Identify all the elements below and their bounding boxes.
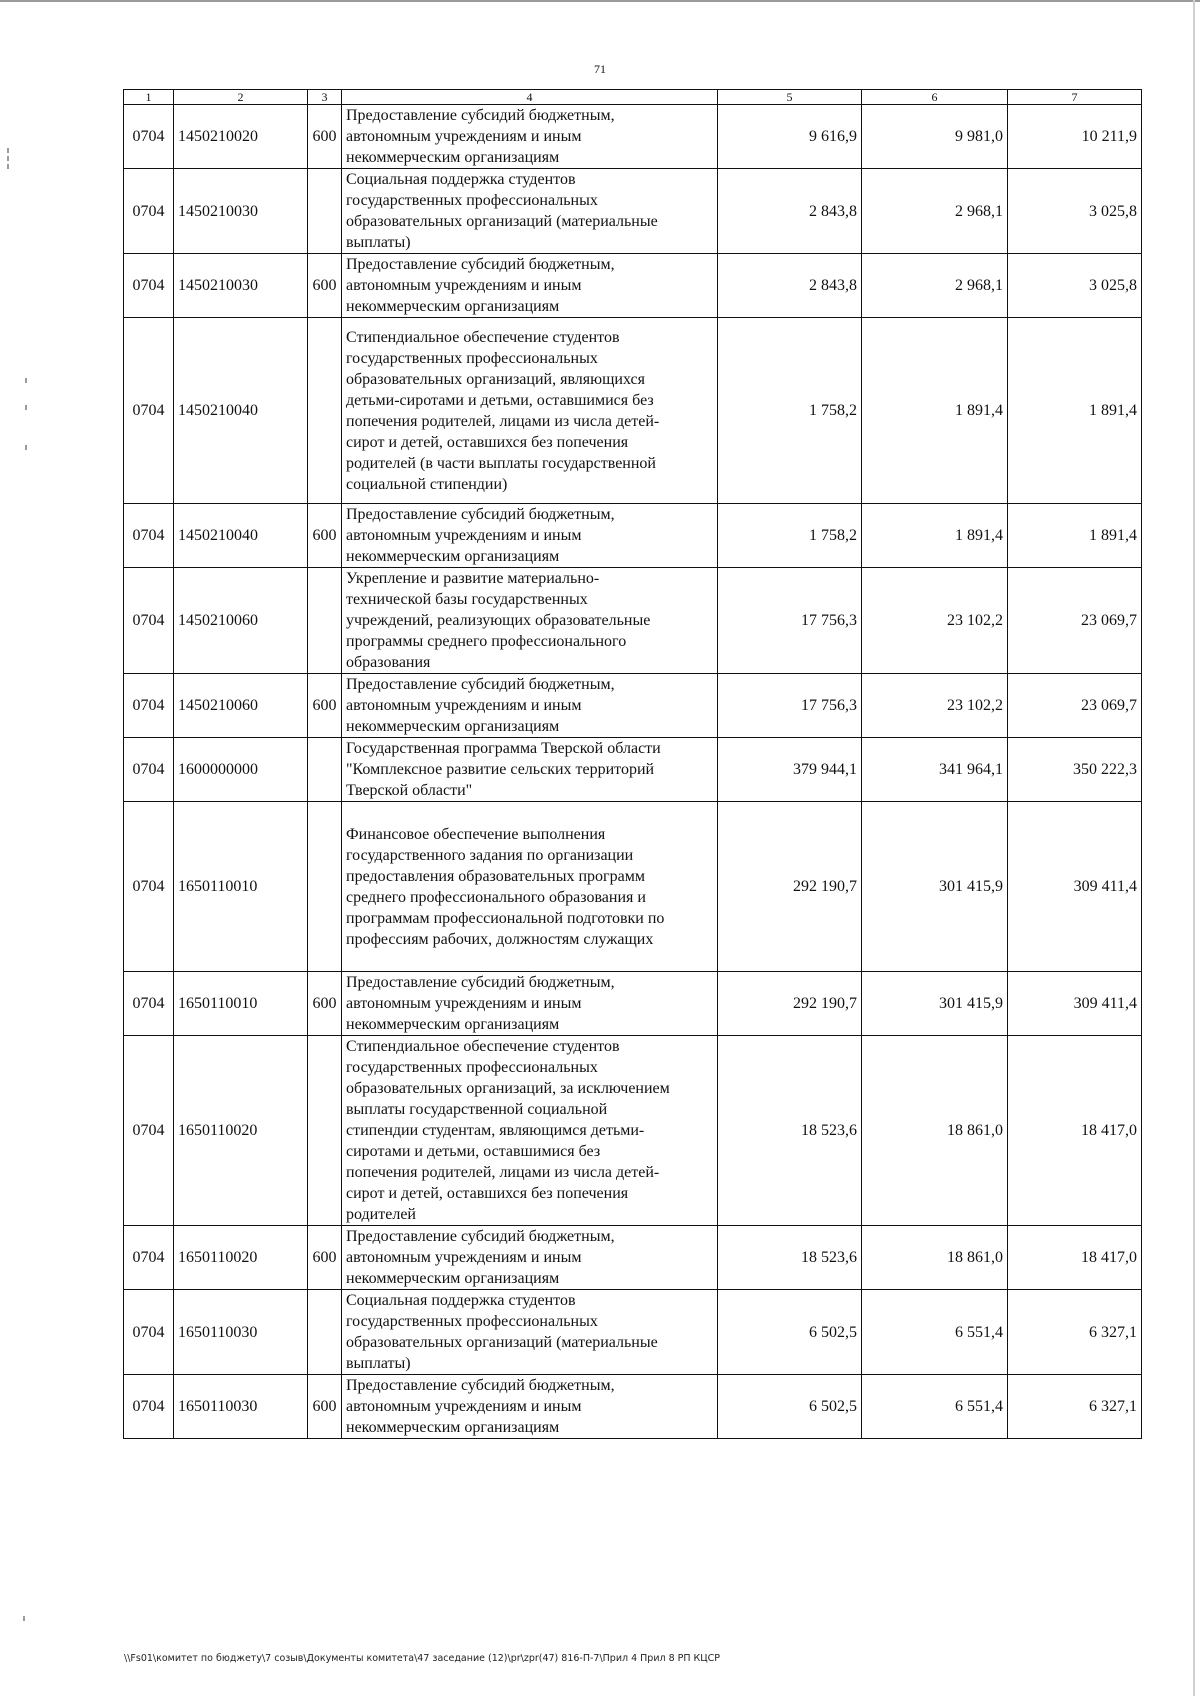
description-line: некоммерческим организациям (346, 1270, 560, 1287)
table-row (124, 105, 1142, 169)
amount-col6-cell: 341 964,1 (862, 738, 1008, 802)
target-article-cell: 1450210040 (174, 504, 308, 568)
description-line: образовательных организаций, за исключением (346, 1080, 670, 1097)
table-row (124, 568, 1142, 674)
scan-specks (5, 140, 35, 1640)
description-cell (342, 568, 718, 674)
table-row (124, 972, 1142, 1036)
column-number-row (124, 90, 1142, 105)
column-header: 6 (862, 90, 1008, 105)
description-line: детьми-сиротами и детьми, оставшимися без (346, 391, 654, 409)
column-header: 4 (342, 90, 718, 105)
amount-col7-cell: 18 417,0 (1008, 1036, 1142, 1226)
amount-col5-cell: 17 756,3 (718, 568, 862, 674)
target-article-cell: 1600000000 (174, 738, 308, 802)
target-article-cell: 1450210030 (174, 169, 308, 254)
amount-col6-cell: 23 102,2 (862, 674, 1008, 738)
amount-col7-cell: 1 891,4 (1008, 504, 1142, 568)
description-line: Предоставление субсидий бюджетным, (346, 107, 615, 124)
section-code-cell: 0704 (124, 105, 174, 169)
description-cell (342, 802, 718, 972)
scan-edge-top (0, 0, 1200, 2)
section-code-cell: 0704 (124, 568, 174, 674)
amount-col7-cell: 23 069,7 (1008, 674, 1142, 738)
description-line: выплаты государственной социальной (346, 1101, 608, 1118)
description-line: Социальная поддержка студентов (346, 171, 576, 188)
amount-col6-cell: 6 551,4 (862, 1290, 1008, 1375)
amount-col5-cell: 379 944,1 (718, 738, 862, 802)
table-row (124, 318, 1142, 504)
target-article-cell: 1450210020 (174, 105, 308, 169)
amount-col5-cell: 18 523,6 (718, 1036, 862, 1226)
description-line: Предоставление субсидий бюджетным, (346, 506, 615, 523)
table-row (124, 1226, 1142, 1290)
section-code-cell: 0704 (124, 169, 174, 254)
description-line: Финансовое обеспечение выполнения (346, 825, 606, 843)
amount-col6-cell: 18 861,0 (862, 1226, 1008, 1290)
table-body (124, 105, 1142, 1439)
description-line: попечения родителей, лицами из числа детей- (346, 412, 660, 430)
expense-type-cell (308, 318, 342, 504)
budget-table (123, 89, 1142, 1439)
target-article-cell: 1650110020 (174, 1036, 308, 1226)
target-article-cell: 1650110010 (174, 802, 308, 972)
section-code-cell: 0704 (124, 1226, 174, 1290)
description-cell (342, 1375, 718, 1439)
description-line: Тверской области" (346, 782, 473, 799)
section-code-cell: 0704 (124, 1375, 174, 1439)
description-line: учреждений, реализующих образовательные (346, 612, 651, 629)
target-article-cell: 1650110030 (174, 1290, 308, 1375)
description-line: автономным учреждениям и иным (346, 277, 582, 294)
description-line: образовательных организаций (материальные (346, 1334, 658, 1351)
description-line: предоставления образовательных программ (346, 867, 645, 885)
amount-col7-cell: 10 211,9 (1008, 105, 1142, 169)
amount-col5-cell: 9 616,9 (718, 105, 862, 169)
amount-col7-cell: 309 411,4 (1008, 972, 1142, 1036)
description-line: выплаты) (346, 1355, 411, 1372)
section-code-cell: 0704 (124, 254, 174, 318)
column-header: 2 (174, 90, 308, 105)
footer-file-path: \\Fs01\комитет по бюджету\7 созыв\Документы комитета\47 заседание (12)\pr\zpr(47) 816-П-7\Прил 4 Прил 8 РП КЦСР (124, 1653, 721, 1664)
section-code-cell: 0704 (124, 802, 174, 972)
description-line: Укрепление и развитие материально- (346, 570, 600, 587)
description-cell (342, 169, 718, 254)
description-line: "Комплексное развитие сельских территорий (346, 761, 655, 778)
column-header: 7 (1008, 90, 1142, 105)
description-line: Стипендиальное обеспечение студентов (346, 1038, 620, 1055)
section-code-cell: 0704 (124, 504, 174, 568)
amount-col7-cell: 350 222,3 (1008, 738, 1142, 802)
amount-col5-cell: 292 190,7 (718, 802, 862, 972)
table-row (124, 738, 1142, 802)
description-line: Предоставление субсидий бюджетным, (346, 1377, 615, 1394)
description-line: стипендии студентам, являющимся детьми- (346, 1122, 645, 1139)
expense-type-cell: 600 (308, 504, 342, 568)
section-code-cell: 0704 (124, 1036, 174, 1226)
amount-col7-cell: 1 891,4 (1008, 318, 1142, 504)
amount-col7-cell: 6 327,1 (1008, 1290, 1142, 1375)
amount-col7-cell: 3 025,8 (1008, 254, 1142, 318)
description-line: государственных профессиональных (346, 1313, 598, 1330)
table-row (124, 674, 1142, 738)
description-cell (342, 1290, 718, 1375)
description-line: государственных профессиональных (346, 349, 598, 367)
target-article-cell: 1450210030 (174, 254, 308, 318)
expense-type-cell (308, 568, 342, 674)
description-line: образования (346, 654, 431, 671)
table-row (124, 1290, 1142, 1375)
expense-type-cell: 600 (308, 105, 342, 169)
amount-col6-cell: 18 861,0 (862, 1036, 1008, 1226)
description-line: родителей (в части выплаты государственной (346, 454, 656, 472)
expense-type-cell: 600 (308, 972, 342, 1036)
description-line: автономным учреждениям и иным (346, 995, 582, 1012)
amount-col5-cell: 1 758,2 (718, 504, 862, 568)
expense-type-cell (308, 1036, 342, 1226)
amount-col7-cell: 23 069,7 (1008, 568, 1142, 674)
amount-col6-cell: 1 891,4 (862, 318, 1008, 504)
description-line: образовательных организаций, являющихся (346, 370, 645, 388)
description-line: сирот и детей, оставшихся без попечения (346, 433, 629, 451)
table-row (124, 504, 1142, 568)
table-row (124, 254, 1142, 318)
expense-type-cell: 600 (308, 1226, 342, 1290)
column-header: 5 (718, 90, 862, 105)
description-cell (342, 738, 718, 802)
amount-col5-cell: 18 523,6 (718, 1226, 862, 1290)
amount-col6-cell: 301 415,9 (862, 972, 1008, 1036)
target-article-cell: 1450210040 (174, 318, 308, 504)
description-cell (342, 504, 718, 568)
target-article-cell: 1450210060 (174, 674, 308, 738)
target-article-cell: 1450210060 (174, 568, 308, 674)
amount-col6-cell: 2 968,1 (862, 169, 1008, 254)
description-line: Стипендиальное обеспечение студентов (346, 328, 620, 346)
page-number: 71 (594, 62, 606, 76)
amount-col6-cell: 9 981,0 (862, 105, 1008, 169)
amount-col7-cell: 18 417,0 (1008, 1226, 1142, 1290)
description-line: некоммерческим организациям (346, 1016, 560, 1033)
scan-edge-right (1193, 0, 1195, 1696)
description-line: автономным учреждениям и иным (346, 128, 582, 145)
amount-col5-cell: 1 758,2 (718, 318, 862, 504)
description-line: Предоставление субсидий бюджетным, (346, 974, 615, 991)
description-cell (342, 972, 718, 1036)
section-code-cell: 0704 (124, 738, 174, 802)
description-line: некоммерческим организациям (346, 718, 560, 735)
expense-type-cell: 600 (308, 1375, 342, 1439)
description-line: среднего профессионального образования и (346, 888, 646, 906)
expense-type-cell (308, 1290, 342, 1375)
section-code-cell: 0704 (124, 674, 174, 738)
description-line: государственных профессиональных (346, 1059, 598, 1076)
amount-col6-cell: 6 551,4 (862, 1375, 1008, 1439)
amount-col7-cell: 3 025,8 (1008, 169, 1142, 254)
description-line: образовательных организаций (материальные (346, 213, 658, 230)
target-article-cell: 1650110010 (174, 972, 308, 1036)
description-line: автономным учреждениям и иным (346, 697, 582, 714)
description-line: государственных профессиональных (346, 192, 598, 209)
description-line: автономным учреждениям и иным (346, 1249, 582, 1266)
section-code-cell: 0704 (124, 318, 174, 504)
amount-col7-cell: 309 411,4 (1008, 802, 1142, 972)
description-cell (342, 1036, 718, 1226)
description-line: программам профессиональной подготовки по (346, 909, 665, 927)
description-line: сиротами и детьми, оставшимися без (346, 1143, 601, 1160)
amount-col5-cell: 6 502,5 (718, 1290, 862, 1375)
amount-col7-cell: 6 327,1 (1008, 1375, 1142, 1439)
expense-type-cell: 600 (308, 254, 342, 318)
description-line: социальной стипендии) (346, 475, 508, 493)
description-line: автономным учреждениям и иным (346, 527, 582, 544)
description-line: попечения родителей, лицами из числа детей- (346, 1164, 660, 1181)
description-line: Предоставление субсидий бюджетным, (346, 676, 615, 693)
amount-col5-cell: 2 843,8 (718, 254, 862, 318)
amount-col5-cell: 6 502,5 (718, 1375, 862, 1439)
description-line: выплаты) (346, 234, 411, 251)
section-code-cell: 0704 (124, 972, 174, 1036)
amount-col6-cell: 2 968,1 (862, 254, 1008, 318)
section-code-cell: 0704 (124, 1290, 174, 1375)
table-header (124, 90, 1142, 105)
description-line: некоммерческим организациям (346, 298, 560, 315)
expense-type-cell (308, 738, 342, 802)
description-line: профессиям рабочих, должностям служащих (346, 930, 654, 948)
description-line: родителей (346, 1206, 416, 1223)
description-line: государственного задания по организации (346, 846, 634, 864)
description-cell (342, 318, 718, 504)
amount-col6-cell: 1 891,4 (862, 504, 1008, 568)
amount-col5-cell: 17 756,3 (718, 674, 862, 738)
amount-col6-cell: 301 415,9 (862, 802, 1008, 972)
amount-col5-cell: 2 843,8 (718, 169, 862, 254)
table-row (124, 802, 1142, 972)
table-row (124, 1375, 1142, 1439)
description-line: некоммерческим организациям (346, 548, 560, 565)
description-line: некоммерческим организациям (346, 1419, 560, 1436)
description-cell (342, 254, 718, 318)
description-line: некоммерческим организациям (346, 149, 560, 166)
table-row (124, 1036, 1142, 1226)
description-line: Социальная поддержка студентов (346, 1292, 576, 1309)
amount-col6-cell: 23 102,2 (862, 568, 1008, 674)
column-header: 1 (124, 90, 174, 105)
expense-type-cell (308, 802, 342, 972)
description-cell (342, 674, 718, 738)
amount-col5-cell: 292 190,7 (718, 972, 862, 1036)
table-row (124, 169, 1142, 254)
target-article-cell: 1650110030 (174, 1375, 308, 1439)
description-line: технической базы государственных (346, 591, 588, 608)
target-article-cell: 1650110020 (174, 1226, 308, 1290)
description-line: автономным учреждениям и иным (346, 1398, 582, 1415)
column-header: 3 (308, 90, 342, 105)
description-line: программы среднего профессионального (346, 633, 627, 650)
expense-type-cell: 600 (308, 674, 342, 738)
description-line: Предоставление субсидий бюджетным, (346, 256, 615, 273)
description-line: Предоставление субсидий бюджетным, (346, 1228, 615, 1245)
description-line: Государственная программа Тверской области (346, 740, 661, 757)
description-cell (342, 1226, 718, 1290)
expense-type-cell (308, 169, 342, 254)
description-cell (342, 105, 718, 169)
description-line: сирот и детей, оставшихся без попечения (346, 1185, 629, 1202)
